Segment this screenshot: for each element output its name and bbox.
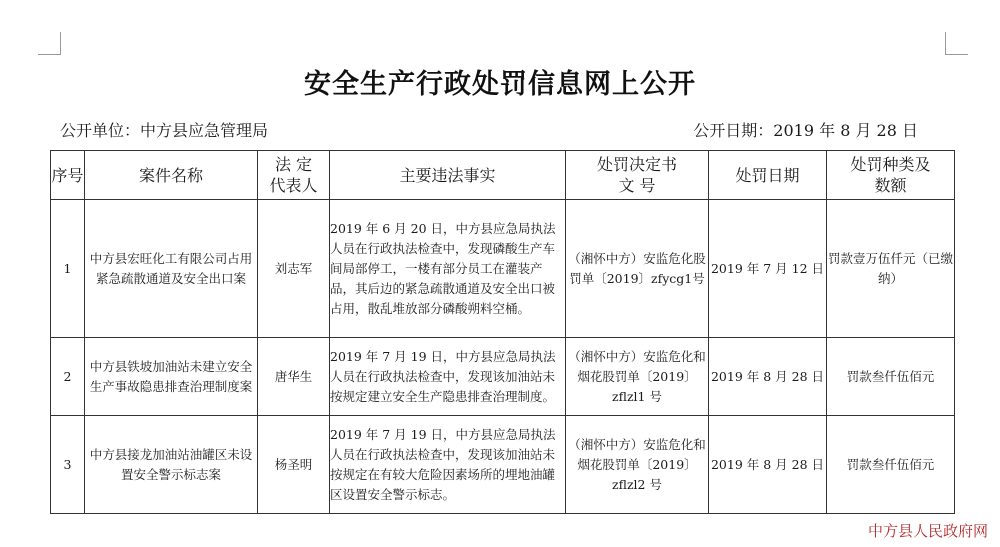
cell-legal-rep: 刘志军 bbox=[258, 200, 330, 338]
document-title: 安全生产行政处罚信息网上公开 bbox=[304, 69, 696, 100]
publish-unit: 公开单位：中方县应急管理局 bbox=[60, 121, 269, 140]
cell-case-name: 中方县接龙加油站油罐区未设置安全警示标志案 bbox=[85, 416, 258, 514]
cell-penalty-type: 罚款壹万伍仟元（已缴纳） bbox=[827, 200, 955, 338]
cell-penalty-date: 2019 年 7 月 12 日 bbox=[709, 200, 827, 338]
header-legal-rep: 法 定 代表人 bbox=[258, 151, 330, 200]
table-row bbox=[51, 338, 955, 416]
cell-penalty-type: 罚款叁仟伍佰元 bbox=[827, 338, 955, 416]
cell-legal-rep: 唐华生 bbox=[258, 338, 330, 416]
header-violation-facts: 主要违法事实 bbox=[330, 151, 566, 200]
header-decision-doc-no: 处罚决定书 文 号 bbox=[566, 151, 709, 200]
page-corner-mark-left bbox=[38, 32, 61, 55]
cell-violation-facts: 2019 年 7 月 19 日，中方县应急局执法人员在行政执法检查中，发现该加油站未按规定在有较大危险因素场所的埋地油罐区设置安全警示标志。 bbox=[330, 416, 566, 514]
table-row bbox=[51, 200, 955, 338]
header-penalty-date: 处罚日期 bbox=[709, 151, 827, 200]
cell-penalty-date: 2019 年 8 月 28 日 bbox=[709, 338, 827, 416]
cell-decision-doc-no: （湘怀中方）安监危化股罚单〔2019〕zfycg1号 bbox=[566, 200, 709, 338]
header-penalty-type: 处罚种类及 数额 bbox=[827, 151, 955, 200]
cell-case-name: 中方县铁坡加油站未建立安全生产事故隐患排查治理制度案 bbox=[85, 338, 258, 416]
publish-date: 公开日期：2019 年 8 月 28 日 bbox=[693, 121, 918, 140]
watermark: 中方县人民政府网 bbox=[867, 522, 988, 540]
cell-violation-facts: 2019 年 7 月 19 日，中方县应急局执法人员在行政执法检查中，发现该加油站未按规定建立安全生产隐患排查治理制度。 bbox=[330, 338, 566, 416]
cell-no: 1 bbox=[51, 200, 85, 338]
cell-decision-doc-no: （湘怀中方）安监危化和烟花股罚单〔2019〕zflzl2 号 bbox=[566, 416, 709, 514]
cell-penalty-type: 罚款叁仟伍佰元 bbox=[827, 416, 955, 514]
cell-no: 2 bbox=[51, 338, 85, 416]
cell-decision-doc-no: （湘怀中方）安监危化和烟花股罚单〔2019〕zflzl1 号 bbox=[566, 338, 709, 416]
page-corner-mark-right bbox=[945, 32, 968, 55]
header-no: 序号 bbox=[51, 151, 85, 200]
cell-penalty-date: 2019 年 8 月 28 日 bbox=[709, 416, 827, 514]
cell-violation-facts: 2019 年 6 月 20 日，中方县应急局执法人员在行政执法检查中，发现磷酸生产车间局部停工，一楼有部分员工在灌装产品，其后边的紧急疏散通道及安全出口被占用，散乱堆放部分磷酸朔料空桶。 bbox=[330, 200, 566, 338]
cell-case-name: 中方县宏旺化工有限公司占用紧急疏散通道及安全出口案 bbox=[85, 200, 258, 338]
cell-legal-rep: 杨圣明 bbox=[258, 416, 330, 514]
penalty-table bbox=[50, 150, 955, 514]
header-case-name: 案件名称 bbox=[85, 151, 258, 200]
table-row bbox=[51, 416, 955, 514]
table-header-row bbox=[51, 151, 955, 200]
cell-no: 3 bbox=[51, 416, 85, 514]
